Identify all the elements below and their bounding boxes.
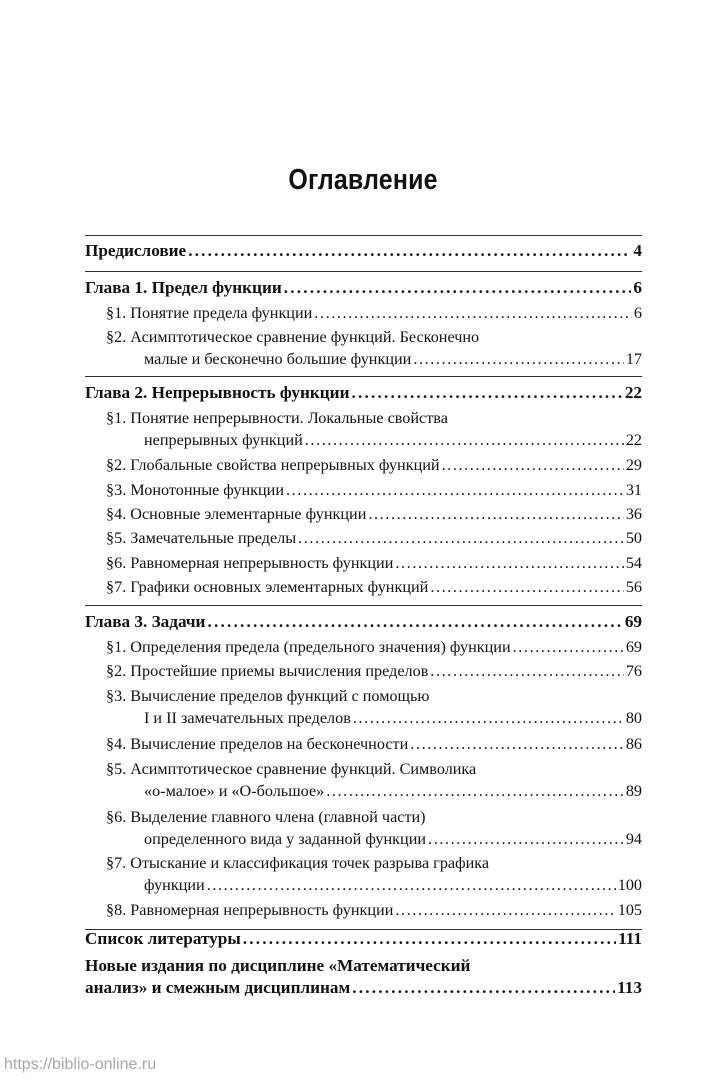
toc-line — [85, 685, 642, 707]
page-title: Оглавление — [288, 164, 438, 196]
toc-line — [85, 707, 642, 729]
toc-page-number: 22 — [625, 431, 642, 449]
toc-line — [85, 955, 642, 977]
toc-line — [85, 758, 642, 780]
toc-chapter — [85, 611, 642, 633]
toc-page-number: 89 — [625, 782, 642, 800]
toc-entry-text: §2. Асимптотическое сравнение функций. Бесконечно — [106, 328, 480, 346]
toc-line — [85, 277, 642, 299]
dot-leader — [353, 707, 624, 729]
toc-entry-text: малые и бесконечно большие функции — [144, 350, 412, 368]
toc-page-number: 69 — [625, 638, 642, 656]
divider-chapter-1 — [85, 271, 642, 272]
toc-page-number: 76 — [625, 662, 642, 680]
toc-section — [85, 302, 642, 324]
dot-leader — [428, 828, 624, 850]
dot-leader — [243, 928, 616, 950]
toc-section — [85, 552, 642, 574]
toc-section — [85, 527, 642, 549]
toc-entry-text: §2. Простейшие приемы вычисления пределов — [106, 662, 429, 680]
dot-leader — [352, 977, 615, 999]
dot-leader — [395, 552, 623, 574]
toc-entry-text: определенного вида у заданной функции — [144, 830, 427, 848]
toc-entry-text: §5. Асимптотическое сравнение функций. Символика — [106, 760, 477, 778]
toc-line — [85, 552, 642, 574]
toc-section — [85, 733, 642, 755]
toc-section — [85, 899, 642, 921]
toc-section — [85, 407, 642, 451]
toc-entry-text: Список литературы — [85, 929, 241, 948]
toc-page-number: 50 — [625, 529, 642, 547]
watermark-url: https://biblio-online.ru — [4, 1056, 157, 1073]
toc-section — [85, 326, 642, 370]
toc-section — [85, 576, 642, 598]
toc-line — [85, 828, 642, 850]
toc-entry-text: «о-малое» и «О-большое» — [144, 782, 325, 800]
toc-page-number: 31 — [625, 481, 642, 499]
toc-line — [85, 240, 642, 262]
toc-page-number: 80 — [625, 709, 642, 727]
dot-leader — [413, 348, 624, 370]
toc-line — [85, 874, 642, 896]
dot-leader — [513, 636, 624, 658]
toc-page-number: 6 — [633, 304, 642, 322]
toc-entry-text: Глава 1. Предел функции — [85, 278, 282, 297]
dot-leader — [286, 479, 624, 501]
dot-leader — [351, 382, 622, 404]
toc-page-number: 100 — [617, 876, 642, 894]
dot-leader — [207, 611, 622, 633]
toc-chapter — [85, 240, 642, 262]
toc-entry-text: Глава 2. Непрерывность функции — [85, 383, 350, 402]
toc-entry-text: функции — [144, 876, 205, 894]
toc-page-number: 69 — [624, 612, 642, 631]
divider-chapter-2 — [85, 376, 642, 377]
toc-chapter — [85, 955, 642, 999]
toc-section — [85, 660, 642, 682]
toc-line — [85, 527, 642, 549]
toc-page-number: 86 — [625, 735, 642, 753]
toc-section — [85, 806, 642, 850]
dot-leader — [442, 454, 624, 476]
toc-page-number: 56 — [625, 578, 642, 596]
dot-leader — [314, 302, 632, 324]
toc-page-number: 17 — [625, 350, 642, 368]
toc-line — [85, 636, 642, 658]
toc-entry-text: Новые издания по дисциплине «Математический — [85, 956, 471, 975]
dot-leader — [298, 527, 624, 549]
toc-line — [85, 326, 642, 348]
dot-leader — [430, 576, 623, 598]
toc-line — [85, 479, 642, 501]
toc-line — [85, 302, 642, 324]
toc-line — [85, 503, 642, 525]
toc-page-number: 6 — [633, 278, 642, 297]
toc-page-number: 54 — [625, 554, 642, 572]
toc-page-number: 29 — [625, 456, 642, 474]
dot-leader — [326, 780, 624, 802]
toc-entry-text: I и II замечательных пределов — [144, 709, 351, 727]
toc-page-number: 36 — [625, 505, 642, 523]
toc-section — [85, 685, 642, 729]
toc-entry-text: §3. Вычисление пределов функций с помощью — [106, 687, 430, 705]
dot-leader — [207, 874, 616, 896]
toc-line — [85, 977, 642, 999]
toc-section — [85, 636, 642, 658]
toc-section — [85, 454, 642, 476]
toc-chapter — [85, 277, 642, 299]
toc-line — [85, 852, 642, 874]
dot-leader — [188, 240, 631, 262]
toc-entry-text: §7. Графики основных элементарных функций — [106, 578, 429, 596]
toc-entry-text: §5. Замечательные пределы — [106, 529, 297, 547]
toc-line — [85, 611, 642, 633]
toc-line — [85, 928, 642, 950]
toc-entry-text: §6. Равномерная непрерывность функции — [106, 554, 394, 572]
dot-leader — [305, 429, 624, 451]
toc-entry-text: §6. Выделение главного члена (главной части) — [106, 808, 426, 826]
toc-section — [85, 503, 642, 525]
toc-entry-text: §4. Вычисление пределов на бесконечности — [106, 735, 409, 753]
toc-section — [85, 758, 642, 802]
toc-line — [85, 780, 642, 802]
toc-entry-text: §7. Отыскание и классификация точек разрыва графика — [106, 854, 490, 872]
toc-line — [85, 382, 642, 404]
dot-leader — [395, 899, 615, 921]
toc-line — [85, 407, 642, 429]
toc-page-number: 4 — [633, 241, 642, 260]
toc-page-number: 113 — [617, 978, 642, 997]
toc-section — [85, 852, 642, 896]
toc-entry-text: Предисловие — [85, 241, 187, 260]
toc-line — [85, 660, 642, 682]
toc-line — [85, 348, 642, 370]
toc-line — [85, 899, 642, 921]
toc-page-number: 105 — [617, 901, 642, 919]
toc-chapter — [85, 928, 642, 950]
toc-entry-text: §1. Определения предела (предельного значения) функции — [106, 638, 511, 656]
toc-line — [85, 429, 642, 451]
toc-entry-text: §2. Глобальные свойства непрерывных функций — [106, 456, 440, 474]
dot-leader — [284, 277, 632, 299]
toc-line — [85, 733, 642, 755]
dot-leader — [368, 503, 623, 525]
toc-line — [85, 454, 642, 476]
divider-chapter-3 — [85, 605, 642, 606]
toc-section — [85, 479, 642, 501]
divider-top — [85, 235, 642, 236]
toc-line — [85, 576, 642, 598]
toc-page-number: 111 — [618, 929, 642, 948]
toc-entry-text: §4. Основные элементарные функции — [106, 505, 367, 523]
toc-chapter — [85, 382, 642, 404]
dot-leader — [410, 733, 624, 755]
toc-entry-text: §3. Монотонные функции — [106, 481, 284, 499]
toc-entry-text: Глава 3. Задачи — [85, 612, 206, 631]
toc-entry-text: непрерывных функций — [144, 431, 303, 449]
dot-leader — [430, 660, 623, 682]
toc-entry-text: §1. Понятие непрерывности. Локальные свойства — [106, 409, 448, 427]
toc-page-number: 94 — [625, 830, 642, 848]
toc-entry-text: §8. Равномерная непрерывность функции — [106, 901, 394, 919]
toc-page-number: 22 — [624, 383, 642, 402]
toc-line — [85, 806, 642, 828]
toc-entry-text: §1. Понятие предела функции — [106, 304, 313, 322]
toc-entry-text: анализ» и смежным дисциплинам — [85, 978, 351, 997]
